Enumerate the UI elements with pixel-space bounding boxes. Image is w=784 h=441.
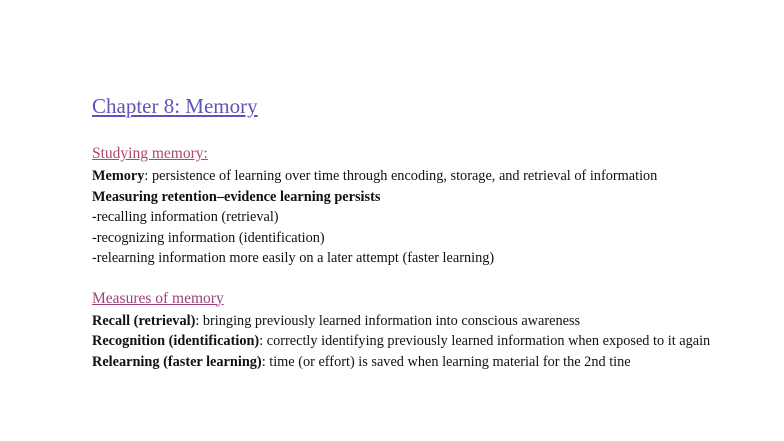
definition-text: : time (or effort) is saved when learning material for the 2nd tine: [261, 353, 631, 370]
definition-line: [92, 352, 712, 373]
chapter-title: Chapter 8: Memory: [92, 94, 258, 118]
term: Relearning (faster learning): [92, 353, 262, 370]
list-item: -recalling information (retrieval): [92, 209, 279, 225]
definition-text: : correctly identifying previously learned information when exposed to it again: [259, 333, 711, 349]
section-measures-of-memory: [92, 289, 712, 373]
definition-text: : bringing previously learned information into conscious awareness: [195, 312, 581, 329]
definition-line: [92, 166, 712, 187]
definition-line: [92, 331, 712, 352]
list-item: -recognizing information (identification): [92, 229, 325, 246]
list-item: -relearning information more easily on a later attempt (faster learning): [92, 250, 495, 266]
term: Recognition (identification): [92, 333, 260, 349]
section-studying-memory: [92, 144, 712, 269]
term: Measuring retention–evidence learning persists: [92, 188, 381, 205]
term: Memory: [92, 168, 145, 184]
definition-text: : persistence of learning over time through encoding, storage, and retrieval of information: [144, 168, 658, 184]
term: Recall (retrieval): [92, 312, 196, 329]
document-page: [92, 92, 712, 372]
definition-line: [92, 311, 712, 332]
definition-line: [92, 187, 712, 208]
section-heading: Studying memory:: [92, 145, 208, 162]
section-heading: Measures of memory: [92, 289, 224, 307]
